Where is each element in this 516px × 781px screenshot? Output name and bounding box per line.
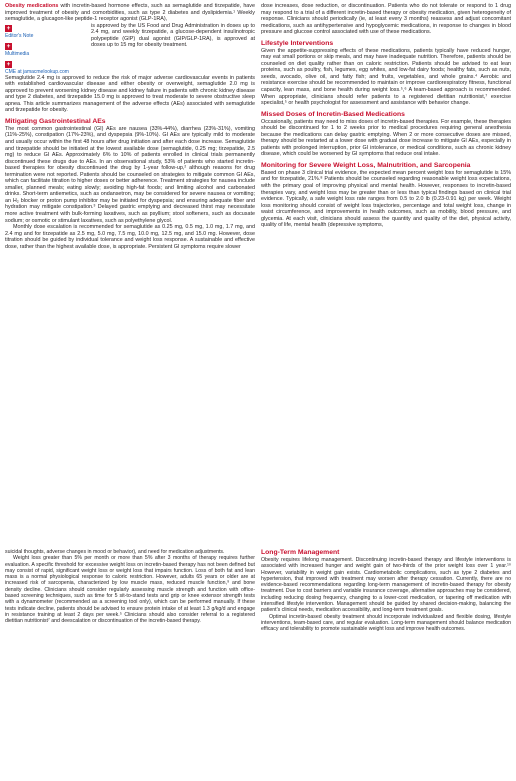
bottom-right-column	[261, 549, 511, 633]
gi-heading: Mitigating Gastrointestinal AEs	[5, 117, 106, 125]
gi-paragraph-1: The most common gastrointestinal (GI) AEs are nausea (33%-44%), diarrhea (23%-31%), vomiting (11%-25%), constipation (17%-23%), and dyspepsia (9%-10%). GI AEs are typically mild to moderate and usually occur within the first 48 hours after drug initiation and after each dose increase. Semaglutide and tirzepatide should be initiated at the lowest available dose (semaglutide, 0.25 mg; tirzepatide, 2.5 mg) to reduce GI AEs. Approximately 6% to 10% of patients enrolled in clinical trials permanently discontinued these drugs due to AEs. In an observational study, 53% of patients who started incretin-based therapies for obesity discontinued the drug by 1-year follow-up,² although reasons for drug termination were not reported. Patients should be counseled on strategies to mitigate common GI AEs, which can facilitate titration to higher doses or better adherence. Treatment strategies for nausea include smaller, planned meals; eating slowly; avoiding high-fat foods; and limiting alcohol and carbonated drinks. Short-term antiemetics, such as ondansetron, may be considered for severe nausea or vomiting; an H₂ blocker or proton pump inhibitor may be initiated for dyspepsia; and ensuring adequate fiber and hydration may mitigate constipation.³ Delayed gastric emptying and decreased thirst may necessitate more active treatment with bulk-forming laxatives, such as psyllium; stool softeners, such as docusate sodium; or osmotic or stimulant laxatives, such as polyethylene glycol.	[5, 125, 255, 224]
long-term-heading: Long-Term Management	[261, 549, 340, 556]
intro-paragraph	[5, 3, 255, 23]
intro-text: with incretin-based hormone effects, such as semaglutide and tirzepatide, have improved treatment of obesity and comorbidities, such as type 2 diabetes and dyslipidemia.¹ Weekly semaglutide, a glucagon-like peptide-1 receptor agonist (GLP-1RA),	[5, 3, 256, 23]
long-term-paragraph-2: Optimal incretin-based obesity treatment should incorporate individualized and flexible dosing, lifestyle interventions, team-based care, and regular evaluation. Long-term management should balance medication efficacy and tolerability to promote sustainable weight loss and improve health outcomes.	[261, 613, 511, 633]
editors-note-label: Editor's Note	[5, 32, 34, 39]
monitoring-heading: Monitoring for Severe Weight Loss, Malnutrition, and Sarcopenia	[261, 161, 471, 169]
continued-paragraph: dose increases, dose reduction, or discontinuation. Patients who do not tolerate or respond to 1 drug may respond to a trial of a different incretin-based therapy or obesity medication, given heterogeneity of response. Clinicians should periodically (ie, at least every 3 months) reassess and adjust concomitant medications, such as antihypertensive and hypoglycemic medications, in response to changes in blood pressure and glucose control associated with use of these medications.	[261, 3, 511, 36]
cme-link[interactable]	[5, 61, 89, 75]
weight-loss-evaluation-paragraph: Weight loss greater than 5% per month or more than 5% after 3 months of therapy requires further evaluation. A specific threshold for excessive weight loss on incretin-based therapy has not been defined but may consist of rapid, significant weight loss or weight loss that impairs function. Loss of both fat and lean mass is a normal physiological response to caloric restriction. However, adults 65 years or older are at increased risk of sarcopenia, characterized by low muscle mass, reduced muscle function,⁹ and bone density decline. Clinicians should consider regularly assessing muscle strength and function with office-based screening techniques, such as time for 5 sit-to-stand tests and grip or knee extensor strength tests with a dynamometer (recommended as a screening tool only), which can be performed manually. If these tests indicate decline, patients should be advised to ensure protein intake of at least 1.3 g/kg/d and engage in resistance training at least 2 days per week.⁵ Clinicians should also consider referral to a registered dietitian nutritionist⁷ and deescalation or discontinuation of the incretin-based therapy.	[5, 555, 255, 625]
lifestyle-paragraph: Given the appetite-suppressing effects of these medications, patients typically have reduced hunger, may eat small portions or skip meals, and may have inadequate nutrition. Therefore, patients should be counseled on diet quality rather than on caloric restriction. Patients should be advised to eat lean proteins, such as poultry, fish, legumes, egg whites, and low-fat dairy foods; healthy fats, such as nuts, seeds, avocado, olive oil, and fatty fish; and fruits, vegetables, and whole grains.⁴ Aerobic and resistance exercise should be recommended to maintain or improve cardiorespiratory fitness, functional capacity, lean mass, and bone health during weight loss.⁵,⁶ A team-based approach is recommended. When appropriate, clinicians should refer patients to a registered dietitian nutritionist,⁷ exercise specialist,⁵ or health psychologist for assessment and assistance with behavior change.	[261, 47, 511, 107]
plus-icon: +	[6, 24, 11, 32]
plus-icon: +	[6, 60, 11, 68]
intro-lead: Obesity medications	[5, 3, 59, 9]
sidebar-row	[5, 23, 255, 75]
left-column	[5, 3, 255, 250]
approval-paragraph: is approved by the US Food and Drug Administration in doses up to 2.4 mg, and weekly tirzepatide, a glucose-dependent insulinotropic polypeptide (GIP) dual agonist (GIP/GLP-1RA), is approved at doses up to 15 mg for obesity treatment.	[91, 22, 255, 49]
multimedia-link[interactable]	[5, 43, 89, 57]
cme-label: CME at jamacmelookup.com	[5, 68, 69, 75]
long-term-paragraph-1: Obesity requires lifelong management. Discontinuing incretin-based therapy and lifestyle interventions is associated with increased hunger and weight gain of two-thirds of the prior weight loss over 1 year.¹⁰ However, variability in weight gain exists. Cardiometabolic complications, such as type 2 diabetes and hypertension, that improved with treatment may worsen after therapy cessation. Currently, there are no evidence-based recommendations regarding long-term management of incretin-based therapy for obesity treatment. Due to cost barriers and variable insurance coverage, alternative approaches may be considered, including reducing dosing frequency, changing to a lower-cost medication, or tapering off medication with intensified lifestyle intervention. Management should be guided by shared decision-making, balancing the patient's clinical needs, medication accessibility, and long-term treatment goals.	[261, 557, 511, 614]
gi-paragraph-2: Monthly dose escalation is recommended for semaglutide as 0.25 mg, 0.5 mg, 1.0 mg, 1.7 mg, and 2.4 mg and for tirzepatide as 2.5 mg, 5.0 mg, 7.5 mg, 10.0 mg, 12.5 mg, and 15.0 mg. However, dose titration should be guided by individual tolerance and weight loss response. A sustainable and effective dose, rather than the highest available dose, is appropriate. Persistent GI symptoms require slower	[5, 224, 255, 250]
bottom-left-column	[5, 549, 255, 625]
plus-icon: +	[6, 42, 11, 50]
missed-doses-paragraph: Occasionally, patients may need to miss doses of incretin-based therapies. For example, these therapies should be discontinued for 1 to 2 weeks prior to medical procedures requiring general anesthesia because the medications can delay gastric emptying. When 2 or more consecutive doses are missed, therapy should be restarted at a lower dose with gradual dose increase to mitigate GI AEs, especially in patients with prolonged interruption, prior GI intolerance, or medical conditions, such as chronic kidney disease, which could be worsened by GI symptoms that reduce oral intake.	[261, 118, 511, 158]
lifestyle-heading: Lifestyle Interventions	[261, 39, 334, 47]
right-column	[261, 3, 511, 229]
indications-paragraph: Semaglutide 2.4 mg is approved to reduce the risk of major adverse cardiovascular events in patients with established cardiovascular disease and either obesity or overweight, semaglutide 2.0 mg is approved to prevent worsening kidney disease and kidney failure in patients with chronic kidney disease and type 2 diabetes, and tirzepatide 15.0 mg is approved to treat moderate to severe obstructive sleep apnea. This article summarizes management of the adverse effects (AEs) associated with semaglutide and tirzepatide for obesity.	[5, 74, 255, 114]
related-links-box	[5, 23, 89, 75]
editors-note-link[interactable]	[5, 25, 89, 39]
monitoring-paragraph: Based on phase 3 clinical trial evidence, the expected mean percent weight loss for semaglutide is 15% and for tirzepatide, 21%.⁸ Patients should be counseled regarding reasonable weight loss expectations, with the primary goal of improving physical and mental health. However, responses to incretin-based therapies vary, and weight loss may be greater than or less than typical findings based on clinical trial evidence. Typically, a safe weight loss rate ranges from 0.5 to 2.0 lb (0.23-0.91 kg) per week. Weight loss monitoring should consist of weight loss trajectories, percentage and total weight loss, change in waist circumference, and improvements in health outcomes, such as mobility, blood pressure, and glycemia. At each visit, clinicians should assess the quantity and quality of the diet, physical activity, quality of life, mental health (depressive symptoms,	[261, 169, 511, 229]
multimedia-label: Multimedia	[5, 50, 30, 57]
missed-doses-heading: Missed Doses of Incretin-Based Medications	[261, 110, 405, 118]
suicidal-thoughts-paragraph: suicidal thoughts, adverse changes in mood or behavior), and need for medication adjustments.	[5, 549, 225, 555]
